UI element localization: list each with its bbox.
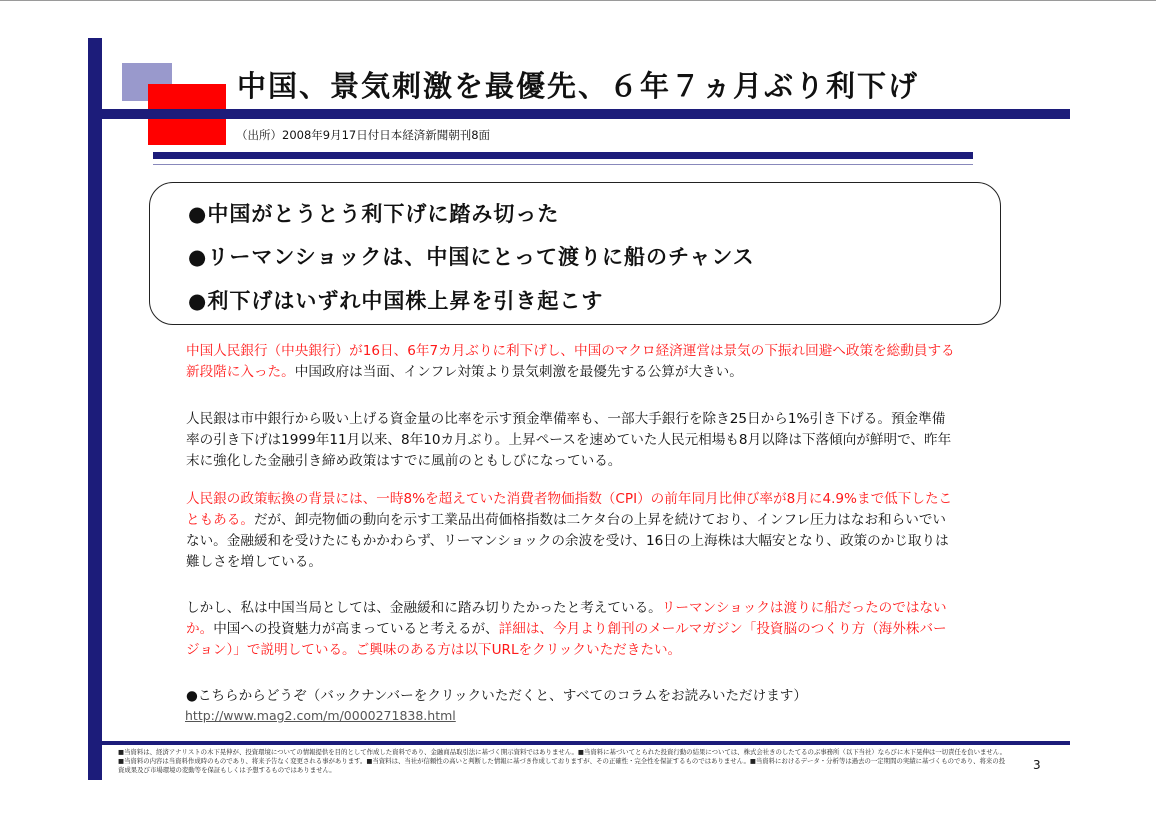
paragraph-3 bbox=[186, 489, 956, 573]
paragraph-4-text-2: 中国への投資魅力が高まっていると考えるが、 bbox=[213, 621, 499, 637]
divider-thin bbox=[153, 164, 973, 165]
top-border bbox=[0, 0, 1156, 1]
source-citation: （出所）2008年9月17日付日本経済新聞朝刊8面 bbox=[236, 128, 491, 142]
paragraph-3-text: だが、卸売物価の動向を示す工業品出荷価格指数は二ケタ台の上昇を続けており、インフレ圧力はなお和らいでいない。金融緩和を受けたにもかかわらず、リーマンショックの余波を受け、16日の上海株は大幅安となり、政策のかじ取りは難しさを増している。 bbox=[186, 512, 949, 570]
key-point: ●リーマンショックは、中国にとって渡りに船のチャンス bbox=[188, 245, 755, 269]
paragraph-1 bbox=[186, 341, 956, 383]
paragraph-4-highlight-1: リーマンショックは渡りに船だったのではないか。 bbox=[186, 600, 947, 637]
link-intro: ●こちらからどうぞ（バックナンバーをクリックいただくと、すべてのコラムをお読みいただけます） bbox=[186, 688, 807, 704]
paragraph-4 bbox=[186, 598, 956, 661]
page-title: 中国、景気刺激を最優先、６年７ヵ月ぶり利下げ bbox=[237, 69, 920, 103]
paragraph-4-highlight-2: 詳細は、今月より創刊のメールマガジン「投資脳のつくり方（海外株バージョン）」で説明している。ご興味のある方は以下URLをクリックいただきたい。 bbox=[186, 621, 947, 658]
disclaimer-text: ■当資料は、経済アナリストの木下晃伸が、投資環境についての情報提供を目的として作成した資料であり、金融商品取引法に基づく開示資料ではありません。■当資料に基づいてとられた投資行動の結果については、株式会社きのしたてるのぶ事務所（以下当社）ならびに木下晃伸は一切責任を負いません。■当資料の内容は当資料作成時のものであり、将来予告なく変更される事があります。■当資料は、当社が信頼性の高いと判断した情報に基づき作成しておりますが、その正確性・完全性を保証するものではありません。■当資料におけるデータ・分析等は過去の一定期間の実績に基づくものであり、将来の投資成果及び市場環境の変動等を保証もしくは予想するものではありません。 bbox=[118, 748, 1006, 774]
page-number: 3 bbox=[1033, 758, 1041, 772]
paragraph-4-text-1: しかし、私は中国当局としては、金融緩和に踏み切りたかったと考えている。 bbox=[186, 600, 662, 616]
paragraph-2: 人民銀は市中銀行から吸い上げる資金量の比率を示す預金準備率も、一部大手銀行を除き25日から1%引き下げる。預金準備率の引き下げは1999年11月以来、8年10カ月ぶり。上昇ペースを速めていた人民元相場も8月以降は下落傾向が鮮明で、昨年末に強化した金融引き締め政策はすでに風前のともしびになっている。 bbox=[186, 411, 952, 469]
paragraph-1-text: 中国政府は当面、インフレ対策より景気刺激を最優先する公算が大きい。 bbox=[294, 364, 743, 380]
newsletter-link[interactable]: http://www.mag2.com/m/0000271838.html bbox=[185, 708, 456, 723]
title-rule bbox=[102, 109, 1070, 119]
footer-rule bbox=[102, 741, 1070, 745]
key-point: ●利下げはいずれ中国株上昇を引き起こす bbox=[188, 289, 604, 313]
left-accent-bar bbox=[88, 38, 102, 780]
paragraph-3-highlight: 人民銀の政策転換の背景には、一時8%を超えていた消費者物価指数（CPI）の前年同月比伸び率が8月に4.9%まで低下したこともある。 bbox=[186, 491, 953, 528]
paragraph-1-highlight: 中国人民銀行（中央銀行）が16日、6年7カ月ぶりに利下げし、中国のマクロ経済運営は景気の下振れ回避へ政策を総動員する新段階に入った。 bbox=[186, 343, 955, 380]
key-point: ●中国がとうとう利下げに踏み切った bbox=[188, 202, 560, 226]
divider-thick bbox=[153, 152, 973, 159]
